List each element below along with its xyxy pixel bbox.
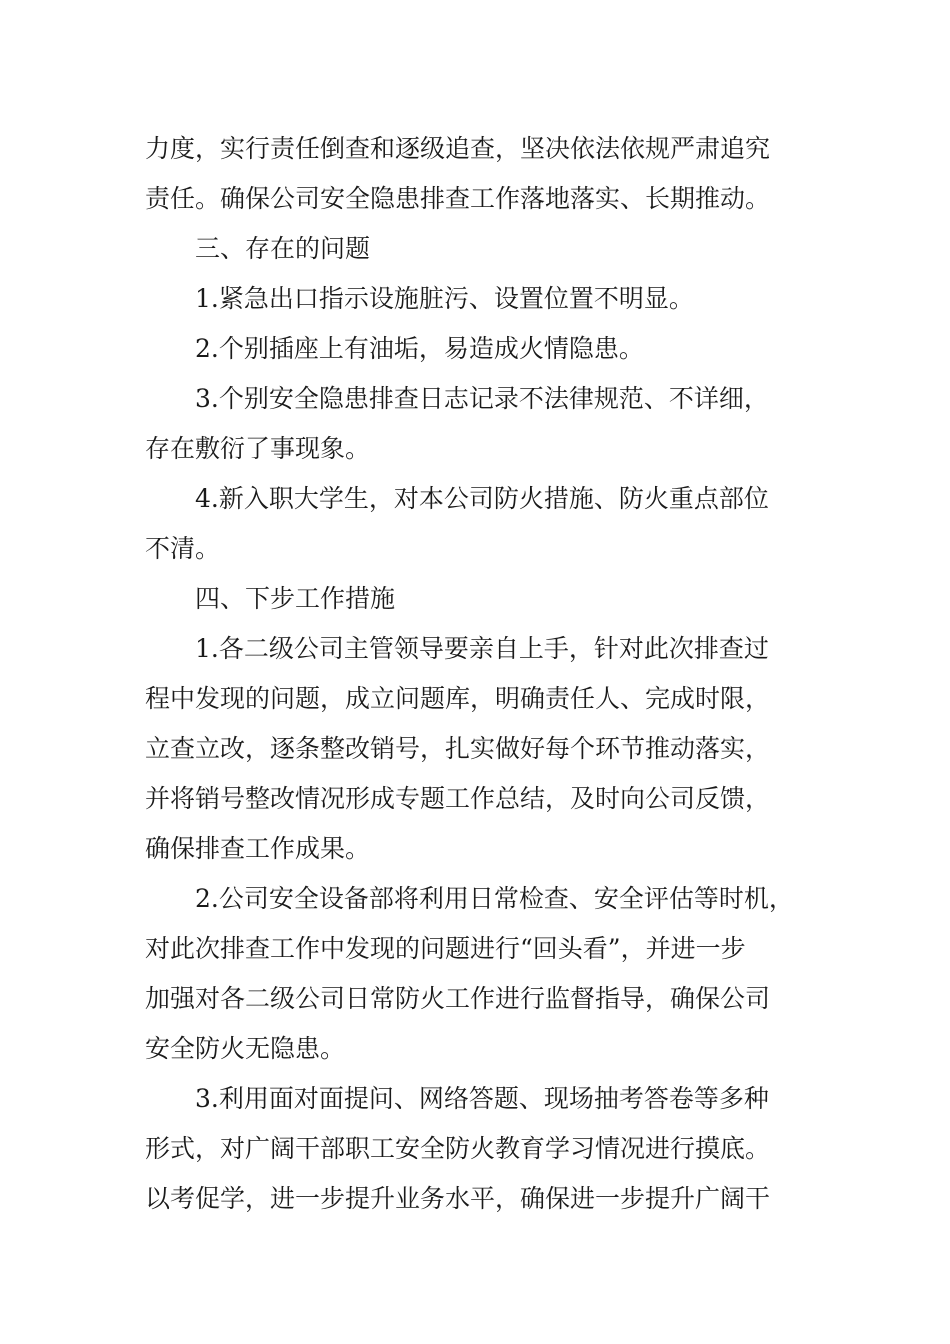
- text-line: 存在敷衍了事现象。: [145, 434, 371, 463]
- text-line: 不清。: [145, 534, 221, 563]
- text-line: 形式，对广阔干部职工安全防火教育学习情况进行摸底。: [145, 1134, 771, 1163]
- text-line: 3.个别安全隐患排查日志记录不法律规范、不详细，: [195, 384, 769, 413]
- text-line: 加强对各二级公司日常防火工作进行监督指导，确保公司: [145, 984, 771, 1013]
- text-line: 2.公司安全设备部将利用日常检查、安全评估等时机，: [195, 884, 794, 913]
- text-line: 并将销号整改情况形成专题工作总结，及时向公司反馈，: [145, 784, 771, 813]
- text-line: 1.各二级公司主管领导要亲自上手，针对此次排查过: [195, 634, 769, 663]
- text-line: 安全防火无隐患。: [145, 1034, 346, 1063]
- text-line: 3.利用面对面提问、网络答题、现场抽考答卷等多种: [195, 1084, 769, 1113]
- text-line: 力度，实行责任倒查和逐级追查，坚决依法依规严肃追究: [145, 134, 771, 163]
- text-line: 确保排查工作成果。: [145, 834, 371, 863]
- text-line: 对此次排查工作中发现的问题进行“回头看”，并进一步: [145, 934, 746, 963]
- text-line: 立查立改，逐条整改销号，扎实做好每个环节推动落实，: [145, 734, 771, 763]
- section-heading: 三、存在的问题: [195, 234, 371, 263]
- text-line: 4.新入职大学生，对本公司防火措施、防火重点部位: [195, 484, 769, 513]
- section-heading: 四、下步工作措施: [195, 584, 396, 613]
- text-line: 以考促学，进一步提升业务水平，确保进一步提升广阔干: [145, 1184, 771, 1213]
- text-line: 1.紧急出口指示设施脏污、设置位置不明显。: [195, 284, 694, 313]
- text-line: 程中发现的问题，成立问题库，明确责任人、完成时限，: [145, 684, 771, 713]
- text-line: 2.个别插座上有油垢，易造成火情隐患。: [195, 334, 644, 363]
- text-line: 责任。确保公司安全隐患排查工作落地落实、长期推动。: [145, 184, 771, 213]
